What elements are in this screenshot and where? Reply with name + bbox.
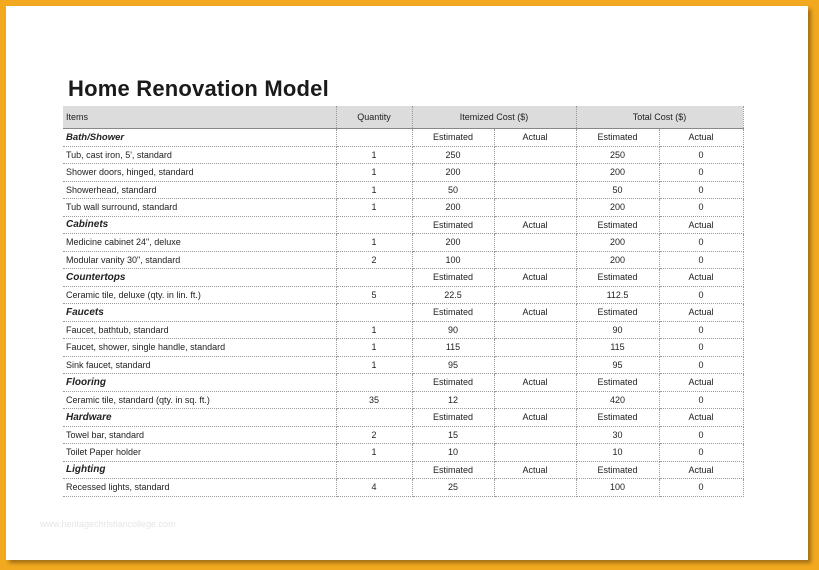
quantity-cell	[336, 461, 412, 479]
quantity-cell: 4	[336, 479, 412, 497]
quantity-cell	[336, 304, 412, 322]
total-actual-cell: Actual	[659, 461, 743, 479]
quantity-cell: 1	[336, 181, 412, 199]
item-name-cell: Tub wall surround, standard	[63, 199, 336, 217]
total-estimated-cell: 250	[576, 146, 659, 164]
total-actual-cell: 0	[659, 164, 743, 182]
item-name-cell: Medicine cabinet 24", deluxe	[63, 234, 336, 252]
table-row	[63, 321, 743, 339]
quantity-cell	[336, 216, 412, 234]
total-estimated-cell: 30	[576, 426, 659, 444]
total-actual-cell: 0	[659, 181, 743, 199]
table-row	[63, 199, 743, 217]
itemized-estimated-cell: Estimated	[412, 409, 494, 427]
itemized-actual-cell: Actual	[494, 269, 576, 287]
table-row	[63, 339, 743, 357]
total-estimated-cell: Estimated	[576, 461, 659, 479]
header-quantity: Quantity	[336, 106, 412, 129]
category-row	[63, 461, 743, 479]
header-itemized-cost: Itemized Cost ($)	[412, 106, 576, 129]
table-row	[63, 356, 743, 374]
item-name-cell: Shower doors, hinged, standard	[63, 164, 336, 182]
total-actual-cell: Actual	[659, 409, 743, 427]
itemized-actual-cell	[494, 251, 576, 269]
total-actual-cell: 0	[659, 391, 743, 409]
category-name: Flooring	[63, 374, 336, 392]
item-name-cell: Sink faucet, standard	[63, 356, 336, 374]
category-row	[63, 374, 743, 392]
table-header-row	[63, 106, 743, 129]
itemized-actual-cell	[494, 356, 576, 374]
item-name-cell: Faucet, bathtub, standard	[63, 321, 336, 339]
itemized-estimated-cell: 250	[412, 146, 494, 164]
itemized-actual-cell: Actual	[494, 461, 576, 479]
total-estimated-cell: 100	[576, 479, 659, 497]
itemized-actual-cell	[494, 199, 576, 217]
item-name-cell: Towel bar, standard	[63, 426, 336, 444]
itemized-estimated-cell: 200	[412, 164, 494, 182]
total-estimated-cell: Estimated	[576, 269, 659, 287]
category-row	[63, 304, 743, 322]
total-actual-cell: Actual	[659, 269, 743, 287]
itemized-estimated-cell: 25	[412, 479, 494, 497]
quantity-cell	[336, 269, 412, 287]
quantity-cell: 1	[336, 339, 412, 357]
quantity-cell: 2	[336, 251, 412, 269]
itemized-actual-cell: Actual	[494, 216, 576, 234]
itemized-estimated-cell: 100	[412, 251, 494, 269]
itemized-actual-cell	[494, 426, 576, 444]
total-actual-cell: 0	[659, 426, 743, 444]
item-name-cell: Ceramic tile, standard (qty. in sq. ft.)	[63, 391, 336, 409]
itemized-actual-cell	[494, 444, 576, 462]
itemized-actual-cell: Actual	[494, 129, 576, 147]
category-row	[63, 216, 743, 234]
itemized-actual-cell: Actual	[494, 304, 576, 322]
category-row	[63, 129, 743, 147]
total-actual-cell: 0	[659, 251, 743, 269]
itemized-actual-cell	[494, 146, 576, 164]
itemized-estimated-cell: 10	[412, 444, 494, 462]
quantity-cell: 1	[336, 164, 412, 182]
category-name: Faucets	[63, 304, 336, 322]
table-row	[63, 426, 743, 444]
table-row	[63, 286, 743, 304]
table-row	[63, 146, 743, 164]
category-name: Countertops	[63, 269, 336, 287]
itemized-estimated-cell: Estimated	[412, 216, 494, 234]
total-actual-cell: Actual	[659, 216, 743, 234]
itemized-estimated-cell: 200	[412, 199, 494, 217]
watermark: www.heritagechristiancollege.com	[40, 519, 176, 529]
item-name-cell: Tub, cast iron, 5', standard	[63, 146, 336, 164]
total-actual-cell: 0	[659, 146, 743, 164]
quantity-cell	[336, 129, 412, 147]
total-estimated-cell: 112.5	[576, 286, 659, 304]
total-estimated-cell: 200	[576, 234, 659, 252]
total-estimated-cell: 200	[576, 199, 659, 217]
itemized-actual-cell	[494, 286, 576, 304]
quantity-cell	[336, 374, 412, 392]
table-row	[63, 444, 743, 462]
item-name-cell: Toilet Paper holder	[63, 444, 336, 462]
itemized-estimated-cell: 50	[412, 181, 494, 199]
table-row	[63, 164, 743, 182]
page-title: Home Renovation Model	[68, 76, 329, 101]
table-body	[63, 129, 743, 497]
quantity-cell: 2	[336, 426, 412, 444]
quantity-cell: 1	[336, 444, 412, 462]
total-estimated-cell: Estimated	[576, 129, 659, 147]
category-name: Bath/Shower	[63, 129, 336, 147]
total-estimated-cell: 200	[576, 164, 659, 182]
renovation-table	[63, 106, 744, 497]
itemized-estimated-cell: Estimated	[412, 374, 494, 392]
item-name-cell: Faucet, shower, single handle, standard	[63, 339, 336, 357]
item-name-cell: Recessed lights, standard	[63, 479, 336, 497]
itemized-actual-cell	[494, 164, 576, 182]
header-total-cost: Total Cost ($)	[576, 106, 743, 129]
total-estimated-cell: Estimated	[576, 304, 659, 322]
itemized-actual-cell	[494, 391, 576, 409]
total-actual-cell: 0	[659, 356, 743, 374]
total-actual-cell: 0	[659, 286, 743, 304]
itemized-estimated-cell: 15	[412, 426, 494, 444]
itemized-actual-cell	[494, 339, 576, 357]
itemized-estimated-cell: 200	[412, 234, 494, 252]
itemized-estimated-cell: 12	[412, 391, 494, 409]
total-actual-cell: 0	[659, 479, 743, 497]
quantity-cell: 5	[336, 286, 412, 304]
item-name-cell: Ceramic tile, deluxe (qty. in lin. ft.)	[63, 286, 336, 304]
table-row	[63, 234, 743, 252]
table-row	[63, 479, 743, 497]
quantity-cell: 1	[336, 199, 412, 217]
itemized-estimated-cell: 90	[412, 321, 494, 339]
itemized-actual-cell: Actual	[494, 374, 576, 392]
total-estimated-cell: Estimated	[576, 409, 659, 427]
itemized-estimated-cell: Estimated	[412, 269, 494, 287]
quantity-cell: 1	[336, 146, 412, 164]
quantity-cell: 1	[336, 321, 412, 339]
itemized-actual-cell	[494, 234, 576, 252]
itemized-estimated-cell: Estimated	[412, 129, 494, 147]
itemized-estimated-cell: 115	[412, 339, 494, 357]
total-estimated-cell: 10	[576, 444, 659, 462]
itemized-actual-cell	[494, 321, 576, 339]
category-row	[63, 269, 743, 287]
itemized-estimated-cell: Estimated	[412, 461, 494, 479]
itemized-actual-cell: Actual	[494, 409, 576, 427]
table-row	[63, 251, 743, 269]
table-row	[63, 181, 743, 199]
total-estimated-cell: 200	[576, 251, 659, 269]
item-name-cell: Modular vanity 30", standard	[63, 251, 336, 269]
category-row	[63, 409, 743, 427]
itemized-estimated-cell: Estimated	[412, 304, 494, 322]
quantity-cell: 35	[336, 391, 412, 409]
total-estimated-cell: Estimated	[576, 216, 659, 234]
quantity-cell: 1	[336, 234, 412, 252]
total-actual-cell: 0	[659, 444, 743, 462]
table-row	[63, 391, 743, 409]
total-estimated-cell: 95	[576, 356, 659, 374]
total-estimated-cell: 115	[576, 339, 659, 357]
total-actual-cell: 0	[659, 199, 743, 217]
document-page	[6, 6, 808, 560]
header-items: Items	[63, 106, 336, 129]
itemized-actual-cell	[494, 181, 576, 199]
total-actual-cell: 0	[659, 321, 743, 339]
quantity-cell: 1	[336, 356, 412, 374]
category-name: Cabinets	[63, 216, 336, 234]
total-estimated-cell: 90	[576, 321, 659, 339]
total-estimated-cell: 420	[576, 391, 659, 409]
itemized-estimated-cell: 22.5	[412, 286, 494, 304]
total-estimated-cell: Estimated	[576, 374, 659, 392]
total-actual-cell: 0	[659, 339, 743, 357]
quantity-cell	[336, 409, 412, 427]
total-estimated-cell: 50	[576, 181, 659, 199]
itemized-actual-cell	[494, 479, 576, 497]
total-actual-cell: Actual	[659, 374, 743, 392]
item-name-cell: Showerhead, standard	[63, 181, 336, 199]
total-actual-cell: Actual	[659, 304, 743, 322]
category-name: Lighting	[63, 461, 336, 479]
itemized-estimated-cell: 95	[412, 356, 494, 374]
total-actual-cell: 0	[659, 234, 743, 252]
category-name: Hardware	[63, 409, 336, 427]
total-actual-cell: Actual	[659, 129, 743, 147]
